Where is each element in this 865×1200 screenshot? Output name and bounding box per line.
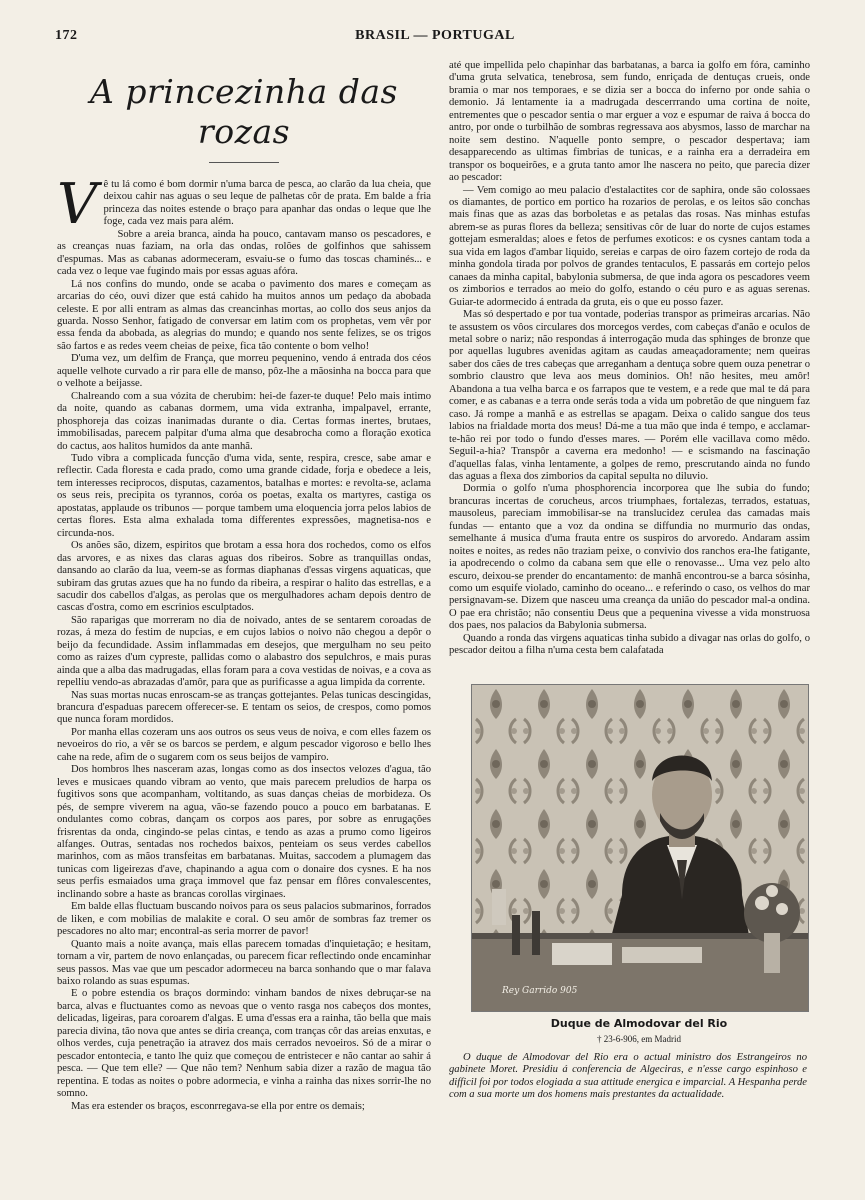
body-paragraph: Nas suas mortas nucas enroscam-se as tranças gottejantes. Pelas tunicas descingidas, brancura d'espaduas parecem offerecer-se. E tentam os seios, de crespos, como pomos que nunca foram mordidos. (57, 689, 431, 726)
portrait-name: Duque de Almodovar del Rio (550, 1016, 728, 1030)
body-paragraph: Dormia o golfo n'uma phosphorencia incorporea que lhe subia do fundo; brancuras incertas de corucheus, arcos triumphaes, fortalezas, terrados, estatuas, mausoleus, pareciam immobilisar-se na translucidez cerulea das camadas mais fundas — entanto que a voz da ondina se diffundia no murmurio das ondas, semelhante á musica d'uma frauta entre os suspiros do arvoredo. Andaram assim noites e noites, as redes não traziam peixe, o convivio dos ranchos era-lhe fatigante, ia apodrecendo o colmo da cabana sem que elle o renovasse... Uma vez pelo alto escuro, deixou-se prender do encantamento: de manhã encontrou-se a barca sósinha, como um esquife violado, caminho do oceano... e referindo o caso, os velhos do mar persignavam-se. Dizem que nasceu uma creança da união do pescador mal-a ondina. O pae era christão; não consentiu Deus que a pequenina vivesse a vida monstruosa dos paes, nos palacios da Babylonia submersa. (449, 483, 810, 632)
right-column (449, 60, 810, 1101)
article-title: A princezinha das rozas (90, 72, 398, 151)
body-paragraph: — Vem comigo ao meu palacio d'estalactites cor de saphira, onde são colossaes os diamantes, de portico em portico ha rozarios de perolas, e os leitos são conchas mais finas que as azas das borboletas e as petalas das rosas. Nas minhas estufas abrem-se as puras flores da belleza; sensitivas côr de luar do norte de cujos estames gottejam esmeraldas; aloes e fetos de perfumes exoticos: e os cysnes cantam toda a sua vida em lagos d'ambar liquido, sereias e carpas de oiro fazem cortejo de roda da minha gondola tirada por polvos de grandes tentaculos, E passarás em cortejo pelos canaes da minha capital, babylonia submersa, de que inda agora os pescadores veem os zimborios e terrados ao meio do golfo, estando o céu puro e as aguas serenas. Guiar-te adormecido á entrada da gruta, eis o que eu posso fazer. (449, 184, 810, 308)
left-column-body (57, 172, 431, 1113)
portrait-figure (449, 684, 807, 1102)
photo-signature: Rey Garrido 905 (502, 985, 578, 996)
body-paragraph: ê tu lá como é bom dormir n'uma barca de pesca, ao clarão da lua cheia, que deixou cahir nas aguas o seu leque de palhetas côr de prata. Em balde a fria princeza das noites estende o braço para apanhar das ondas o leque que lhe foge, cada vez mais para além. (103, 179, 431, 228)
body-paragraph: Em balde ellas fluctuam buscando noivos para os seus palacios submarinos, forrados de liken, e com mobilias de malakite e coral. O seu amôr de sombras faz tremer os pescadores no alto mar; encontral-as seria morrer de pavor! (57, 901, 431, 938)
body-paragraph: São raparigas que morreram no dia de noivado, antes de se sentarem coroadas de rozas, á meza do festim de nupcias, e em cujos labios o noivo não chegou a depôr o beijo da fecundidade. Assim inflammadas em desejos, que mergulham no seu peito como as raizes d'um cypreste, pallidas como o alabastro dos sepulchros, e mais puras ainda que a alba das madrugadas, ellas foram para a cova vestidas de noivas, e a cova as repelliu vendo-as abrazadas d'amôr, para que as purificasse a agua limpida da corrente. (57, 614, 431, 689)
body-paragraph: Os anões são, dizem, espiritos que brotam a essa hora dos rochedos, como os elfos das arvores, e as nixes das claras aguas dos ribeiros. Sobre as tranquillas ondas, dansando ao clarão da lua, veem-se as formas diaphanas d'essas virgens aquaticas, que subiram das grutas azues que ha no fundo da ribeira, a respirar o halito das estrellas, e a sacudir dos cabellos d'algas, as perolas que os mergulhadores acham depois dentro de cascas d'ostra, como em escrinios esculptados. (57, 540, 431, 614)
portrait-date: † 23-6-906, em Madrid (597, 1034, 681, 1045)
body-paragraph: Mas era estender os braços, esconrregava-se ella por entre os demais; (71, 1100, 365, 1112)
portrait-caption-text: O duque de Almodovar del Rio era o actual ministro dos Estrangeiros no gabinete Moret. Presidiu á conferencia de Algeciras, e n'esse cargo espinhoso e difficil foi por todos elogiada a sua attitude energica e imparcial. A Hespanha perde com a sua morte um dos homens mais prestantes da actualidade. (449, 1051, 807, 1101)
title-divider (209, 162, 279, 163)
body-paragraph: Chalreando com a sua vózita de cherubim: hei-de fazer-te duque! Pelo mais intimo da noite, quando as cabanas dormem, uma vida extranha, impalpavel, errante, phosphoreja das coizas inanimadas durante o dia. Certas formas inertes, brutaes, immobilisadas, parecem palpitar d'uma alma que desabrocha como a floração exotica do cactus, aos halitos humidos da ante manhã. (57, 390, 431, 452)
body-paragraph: Quando a ronda das virgens aquaticas tinha subido a divagar nas orlas do golfo, o pescador deitou a filha n'uma cesta bem calafatada (449, 632, 810, 657)
portrait-illustration (472, 685, 808, 1011)
portrait-photo (471, 684, 809, 1012)
body-paragraph: E o pobre estendia os braços dormindo: vinham bandos de nixes debruçar-se na barca, alvas e fluctuantes como as nevoas que o vento rasga nos cabeços dos montes, delicadas, ligeiras, para coroarem d'algas. E uma d'essas era a rainha, tão bella que mais parecia divina, tão nova que antes se diria creança, com tranças côr das areias enxutas, e olhos verdes, cuja penetração ia atravez dos mais cerrados nevoeiros. Só de a mirar o pescador entontecia, e tanto lhe quiz que começou de entristecer e não cantar ao sahir á pesca. — Que tem elle? — Que não tem? Nenhum sabia dizer a razão de magua tão repentina. E todas as noites o pobre adormecia, e vinha a rainha das nixes sorrir-lhe no somno. (57, 988, 431, 1100)
running-title: BRASIL — PORTUGAL (355, 28, 515, 43)
right-column-body (449, 60, 810, 658)
left-column (57, 60, 431, 1113)
body-paragraph: Por manha ellas cozeram uns aos outros os seus veus de noiva, e com elles fazem os nevoeiros do rio, a vêr se os barcos se perdem, e algum pescador vigoroso e bello lhes cahe na rede, afim de o sugarem com os seus beijos de vampiro. (57, 726, 431, 763)
body-paragraph: Lá nos confins do mundo, onde se acaba o pavimento dos mares e começam as arcarias do céo, ouvi dizer que está cahido ha muitos annos um pedaço da abobada celeste. E por alli entram as almas das creancinhas mortas, ao collo dos seus anjos da guarda. Nosso Senhor, fatigado de conversar em latim com os prophetas, vem vêr por essa fenda da abobada, as alegrias do mundo; e quando nos sente felizes, se os trigos são fartos e as redes veem cheias de peixe, fica tão contente o bom velho! (57, 278, 431, 352)
body-paragraph: Sobre a areia branca, ainda ha pouco, cantavam manso os pescadores, e as creanças nuas faziam, na orla das ondas, rolões de golfinhos que sahissem d'espumas. Mas as cabanas adormeceram, esvaiu-se o fumo das toscas chaminés... e cada vez o leque vae fugindo mais por essas aguas afóra. (57, 228, 431, 278)
body-paragraph: Tudo vibra a complicada funcção d'uma vida, sente, respira, cresce, sabe amar e reflectir. Cada floresta e cada prado, como uma grande cidade, forja e obedece a leis, tem interesses reciprocos, disputas, cazamentos, batalhas e mortes: e revolta-se, aclama os seus reis, precipita os tyrannos, coróa os poetas, exalta os martyres, castiga os apostatas, applaude os tribunos — porque tambem uma eloquencia jorra pelos labios de certas flores. Esta alma exhalada toma differentes expressões, magnetisa-nos e circunda-nos. (57, 452, 431, 539)
body-paragraph: D'uma vez, um delfim de França, que morreu pequenino, vendo á entrada dos céos aquelle velhote curvado a rir para elle de manso, pôz-lhe a mãosinha na bocca para que o velhote a beijasse. (57, 353, 431, 390)
body-paragraph: até que impellida pelo chapinhar das barbatanas, a barca ia golfo em fóra, caminho d'uma gruta selvatica, tenebrosa, sem fundo, enriçada de dentuças crueis, onde bramia o mar nos temporaes, e se dizia ser a bocca do inferno por onde sahia o demonio. Já lentamente ia a madrugada descerrrando uma cortina de noite, entrementes que o pescador sentia o mar erguer a voz e espumar de raiva á bocca do antro, por onde o turbilhão de sombras regressava aos abysmos, lasso de marchar na noite sem destino. N'aquelle ponto sempre, o pescador despertava; iam desapparecendo as ultimas fimbrias de tunicas, e a rainha era a derradeira em transpor os boqueirões, e a gruta tanto amor lhe nascera no peito, que parecia dizer ao pescador: (449, 60, 810, 184)
body-paragraph: Dos hombros lhes nasceram azas, longas como as dos insectos velozes d'agua, tão leves e musicaes quando vibram ao vento, que mais parecem preludios de harpa os fugitivos sons que acompanham, voltitando, as suas danças cheias de morbideza. Os pés, de sempre viverem na agua, vão-se fazendo pouco a pouco em barbatanas. E ondulantes como cobras, dançam os corpos aos pares, por sobre as enrugações frisrentas da onda, cingindo-se pelas cintas, e tendo as azas a prumo como ligeiros alfanges. Outras, sentadas nos rochedos baixos, penteiam os seus verdes cabellos marinhos, com as mãos transfeitas em barbatanas. Muitas, saccodem a plumagem das tunicas com ligeirezas d'ave, chapinando a agua com o donaire dos cysnes. E ha nos seus perfis esmaiados uma graça immovel que faz pensar em flôres convalescentes, inclinando sobre a haste as brancas corollas virginaes. (57, 764, 431, 900)
page-number: 172 (55, 28, 78, 43)
portrait-caption (449, 1052, 807, 1102)
drop-cap: V (57, 172, 98, 237)
page-header (55, 28, 815, 48)
body-paragraph: Mas só despertado e por tua vontade, poderias transpor as primeiras arcarias. Não te assustem os vôos circulares dos morcegos verdes, com cabeças d'anão e oculos de metal sobre o nariz; não respondas á interrogação muda das sphinges de bronze que por aquellas lugubres avenidas agitam as caudas ameaçadoramente; nem queiras saber dos cães de tres cabeças que arreganham a dentuça sobre quem ouza penetrar o sombrio claustro que leva aos meus dominios. Oh! não hesites, meu amôr! Abandona a tua velha barca e os farrapos que te vestem, e a rede que mal te dá para comer, e as cabanas e a terra onde serás toda a vida um pobretão de que ninguem faz caso. Já rompe a manhã e as estrellas se apagam. Deixa o calido sangue dos teus labios na frialdade morta dos meus! Dá-me a tua mão que inda é tempo, e acclamar-te-hão rei por todo o fundo d'esses mares. — Porém elle vacillava como mêdo. Seguil-a-hia? Transpôr a caverna era medonho! — e scismando na fascinação d'aquellas falas, vinha lentamente, a golpes de remo, prescrutando ainda no fundo das aguas a flexa dos zimborios da capital sepulta no diluvio. (449, 309, 810, 482)
body-paragraph: Quanto mais a noite avança, mais ellas parecem tomadas d'inquietação; e hesitam, tornam a vir, partem de novo enlançadas, ou parecem ficar reflectindo onde encaminhar seus passos. Mas vae que um pescador adormeceu na barca sonhando que o mar falava baixo rolando as suas espumas. (57, 938, 431, 987)
